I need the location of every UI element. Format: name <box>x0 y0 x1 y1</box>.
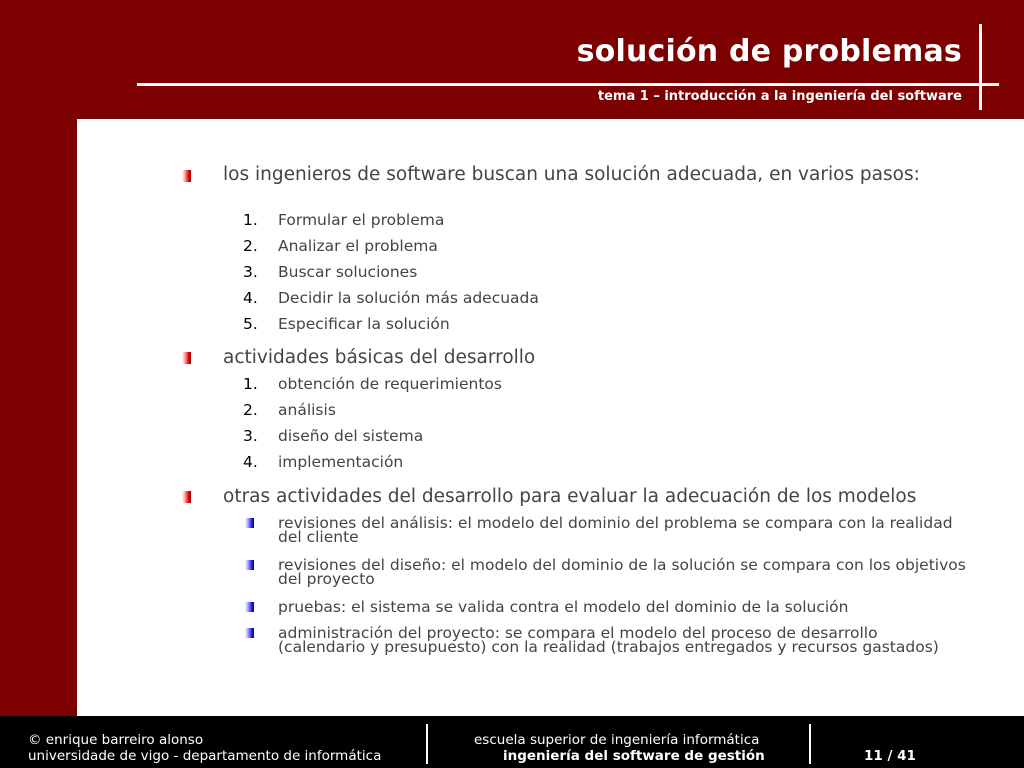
list-number: 4. <box>243 453 258 471</box>
slide-subtitle: tema 1 – introducción a la ingeniería del software <box>597 89 962 104</box>
list-item: pruebas: el sistema se valida contra el modelo del dominio de la solución <box>278 598 849 616</box>
list-number: 3. <box>243 427 258 445</box>
list-number: 3. <box>243 263 258 281</box>
bullet-list <box>77 119 1024 716</box>
list-item: Analizar el problema <box>278 237 438 255</box>
blue-square-bullet-icon <box>245 560 254 570</box>
list-number: 1. <box>243 375 258 393</box>
red-square-bullet-icon <box>182 352 191 364</box>
list-number: 1. <box>243 211 258 229</box>
blue-square-bullet-icon <box>245 602 254 612</box>
header-divider <box>137 83 999 86</box>
list-item: revisiones del análisis: el modelo del dominio del problema se compara con la realidad del cliente <box>278 514 953 546</box>
list-item: diseño del sistema <box>278 427 424 445</box>
footer-bar <box>0 716 1024 768</box>
footer-course: ingeniería del software de gestión <box>503 748 765 764</box>
page-counter: 11 / 41 <box>864 748 916 764</box>
bullet-item: otras actividades del desarrollo para evaluar la adecuación de los modelos <box>223 486 917 507</box>
list-item: Buscar soluciones <box>278 263 418 281</box>
bullet-item: actividades básicas del desarrollo <box>223 347 536 368</box>
red-square-bullet-icon <box>182 491 191 503</box>
footer-affiliation: universidade de vigo - departamento de informática <box>28 748 382 764</box>
list-item: Especificar la solución <box>278 315 450 333</box>
footer-divider <box>426 724 428 764</box>
list-number: 2. <box>243 401 258 419</box>
list-item: implementación <box>278 453 404 471</box>
list-item: Decidir la solución más adecuada <box>278 289 539 307</box>
blue-square-bullet-icon <box>245 628 254 638</box>
list-number: 5. <box>243 315 258 333</box>
footer-divider <box>809 724 811 764</box>
footer-school: escuela superior de ingeniería informática <box>474 732 760 748</box>
list-item: revisiones del diseño: el modelo del dominio de la solución se compara con los objetivos del proyecto <box>278 556 966 588</box>
blue-square-bullet-icon <box>245 518 254 528</box>
slide-title: solución de problemas <box>576 34 962 69</box>
list-item: análisis <box>278 401 336 419</box>
red-square-bullet-icon <box>182 170 191 182</box>
list-item: obtención de requerimientos <box>278 375 502 393</box>
slide-content <box>77 119 1024 716</box>
list-number: 2. <box>243 237 258 255</box>
bullet-item: los ingenieros de software buscan una solución adecuada, en varios pasos: <box>223 164 920 185</box>
list-item: administración del proyecto: se compara el modelo del proceso de desarrollo (calendario y presupuesto) con la realidad (trabajos entregados y recursos gastados) <box>278 624 939 656</box>
footer-author: © enrique barreiro alonso <box>28 732 204 748</box>
list-item: Formular el problema <box>278 211 445 229</box>
header-vertical-divider <box>979 24 982 110</box>
list-number: 4. <box>243 289 258 307</box>
